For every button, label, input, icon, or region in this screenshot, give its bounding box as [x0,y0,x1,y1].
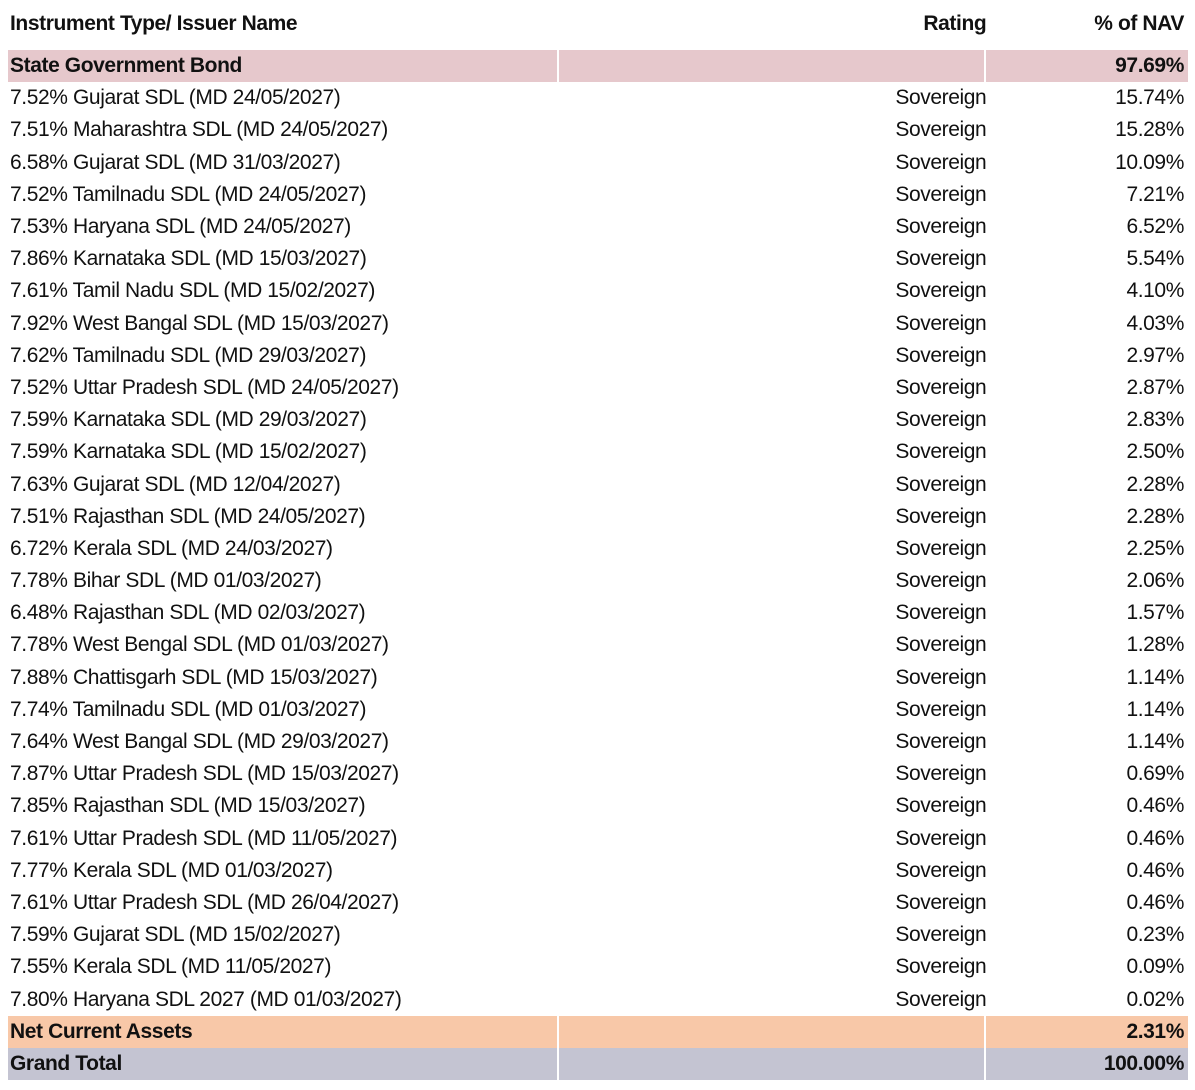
holding-nav: 0.09% [1126,955,1184,979]
table-row [8,308,1188,340]
holding-nav: 4.03% [1126,311,1184,335]
nca-rating-cell [559,1016,984,1048]
holding-nav: 2.28% [1126,504,1184,528]
holding-name: 7.55% Kerala SDL (MD 11/05/2027) [10,955,332,979]
table-row [8,726,1188,758]
holding-name: 7.63% Gujarat SDL (MD 12/04/2027) [10,472,341,496]
holding-rating: Sovereign [895,118,987,142]
holding-name: 7.52% Gujarat SDL (MD 24/05/2027) [10,86,341,110]
header-nav: % of NAV [1094,12,1184,35]
holding-nav: 0.46% [1126,794,1184,818]
category-rating-cell [559,50,984,82]
holding-rating: Sovereign [895,633,987,657]
holding-rating: Sovereign [895,601,987,625]
holding-nav: 10.09% [1115,150,1184,174]
table-row [8,501,1188,533]
holding-nav: 0.46% [1126,826,1184,850]
holding-nav: 15.74% [1115,86,1184,110]
holding-name: 7.61% Uttar Pradesh SDL (MD 26/04/2027) [10,890,399,914]
holding-rating: Sovereign [895,440,987,464]
header-instrument: Instrument Type/ Issuer Name [10,12,298,35]
table-row [8,404,1188,436]
holding-nav: 0.46% [1126,890,1184,914]
holding-rating: Sovereign [895,762,987,786]
holding-rating: Sovereign [895,858,987,882]
table-row [8,790,1188,822]
holding-rating: Sovereign [895,472,987,496]
holding-name: 6.48% Rajasthan SDL (MD 02/03/2027) [10,601,366,625]
holding-rating: Sovereign [895,215,987,239]
table-row [8,147,1188,179]
holding-rating: Sovereign [895,182,987,206]
holding-name: 7.64% West Bangal SDL (MD 29/03/2027) [10,730,389,754]
holding-nav: 0.69% [1126,762,1184,786]
holding-nav: 2.06% [1126,569,1184,593]
holding-name: 7.78% Bihar SDL (MD 01/03/2027) [10,569,322,593]
holding-name: 6.58% Gujarat SDL (MD 31/03/2027) [10,150,341,174]
holding-nav: 7.21% [1126,182,1184,206]
holding-name: 7.86% Karnataka SDL (MD 15/03/2027) [10,247,367,271]
table-row [8,855,1188,887]
holding-rating: Sovereign [895,86,987,110]
holding-name: 7.80% Haryana SDL 2027 (MD 01/03/2027) [10,987,402,1011]
table-row [8,436,1188,468]
table-row [8,243,1188,275]
header-rating: Rating [923,12,987,35]
holding-rating: Sovereign [895,536,987,560]
table-row [8,340,1188,372]
holding-rating: Sovereign [895,987,987,1011]
table-row [8,275,1188,307]
holding-name: 7.52% Uttar Pradesh SDL (MD 24/05/2027) [10,375,399,399]
holding-rating: Sovereign [895,311,987,335]
holding-name: 7.51% Rajasthan SDL (MD 24/05/2027) [10,504,366,528]
holding-nav: 5.54% [1126,247,1184,271]
holding-nav: 6.52% [1126,215,1184,239]
net-current-assets-row [8,1016,1188,1048]
holding-name: 7.92% West Bangal SDL (MD 15/03/2027) [10,311,389,335]
holding-rating: Sovereign [895,375,987,399]
holding-nav: 2.83% [1126,408,1184,432]
grand-total-name: Grand Total [8,1048,557,1080]
holding-nav: 4.10% [1126,279,1184,303]
holding-nav: 0.46% [1126,858,1184,882]
holding-rating: Sovereign [895,923,987,947]
holding-rating: Sovereign [895,279,987,303]
table-row [8,629,1188,661]
holding-rating: Sovereign [895,730,987,754]
holding-name: 7.77% Kerala SDL (MD 01/03/2027) [10,858,333,882]
table-row [8,372,1188,404]
holding-rating: Sovereign [895,826,987,850]
holding-nav: 1.14% [1126,697,1184,721]
holding-name: 7.61% Uttar Pradesh SDL (MD 11/05/2027) [10,826,398,850]
holding-rating: Sovereign [895,247,987,271]
table-row [8,758,1188,790]
category-row-state-government-bond [8,50,1188,82]
grand-total-nav: 100.00% [986,1048,1188,1080]
holding-name: 7.88% Chattisgarh SDL (MD 15/03/2027) [10,665,378,689]
holding-name: 7.59% Karnataka SDL (MD 29/03/2027) [10,408,367,432]
table-header [8,8,1188,50]
holding-rating: Sovereign [895,408,987,432]
category-name: State Government Bond [8,50,557,82]
holding-nav: 2.25% [1126,536,1184,560]
holding-nav: 2.50% [1126,440,1184,464]
holding-rating: Sovereign [895,569,987,593]
holding-name: 7.78% West Bengal SDL (MD 01/03/2027) [10,633,389,657]
table-row [8,694,1188,726]
holding-name: 7.74% Tamilnadu SDL (MD 01/03/2027) [10,697,367,721]
holding-name: 7.61% Tamil Nadu SDL (MD 15/02/2027) [10,279,375,303]
nca-nav: 2.31% [986,1016,1188,1048]
holding-nav: 2.28% [1126,472,1184,496]
table-row [8,662,1188,694]
holding-name: 7.53% Haryana SDL (MD 24/05/2027) [10,215,351,239]
table-row [8,533,1188,565]
holdings-list [8,82,1188,1015]
holding-nav: 1.14% [1126,730,1184,754]
table-row [8,82,1188,114]
holding-rating: Sovereign [895,697,987,721]
holding-nav: 1.57% [1126,601,1184,625]
holding-rating: Sovereign [895,504,987,528]
holding-rating: Sovereign [895,794,987,818]
table-row [8,565,1188,597]
holding-nav: 15.28% [1115,118,1184,142]
holding-rating: Sovereign [895,665,987,689]
holding-nav: 1.28% [1126,633,1184,657]
holding-name: 7.51% Maharashtra SDL (MD 24/05/2027) [10,118,388,142]
holding-nav: 0.23% [1126,923,1184,947]
table-row [8,919,1188,951]
holding-nav: 1.14% [1126,665,1184,689]
holding-name: 7.59% Gujarat SDL (MD 15/02/2027) [10,923,341,947]
table-row [8,823,1188,855]
holding-name: 7.62% Tamilnadu SDL (MD 29/03/2027) [10,343,367,367]
holding-name: 7.59% Karnataka SDL (MD 15/02/2027) [10,440,367,464]
grand-total-rating-cell [559,1048,984,1080]
table-row [8,114,1188,146]
holding-rating: Sovereign [895,150,987,174]
holding-rating: Sovereign [895,343,987,367]
holding-nav: 0.02% [1126,987,1184,1011]
portfolio-table [8,8,1188,1080]
table-row [8,211,1188,243]
holding-name: 7.85% Rajasthan SDL (MD 15/03/2027) [10,794,366,818]
holding-nav: 2.87% [1126,375,1184,399]
table-row [8,951,1188,983]
holding-name: 7.52% Tamilnadu SDL (MD 24/05/2027) [10,182,367,206]
table-row [8,887,1188,919]
table-row [8,983,1188,1015]
grand-total-row [8,1048,1188,1080]
holding-name: 6.72% Kerala SDL (MD 24/03/2027) [10,536,333,560]
holding-name: 7.87% Uttar Pradesh SDL (MD 15/03/2027) [10,762,399,786]
table-row [8,468,1188,500]
holding-nav: 2.97% [1126,343,1184,367]
category-nav: 97.69% [986,50,1188,82]
table-row [8,597,1188,629]
holding-rating: Sovereign [895,890,987,914]
holding-rating: Sovereign [895,955,987,979]
nca-name: Net Current Assets [8,1016,557,1048]
table-row [8,179,1188,211]
